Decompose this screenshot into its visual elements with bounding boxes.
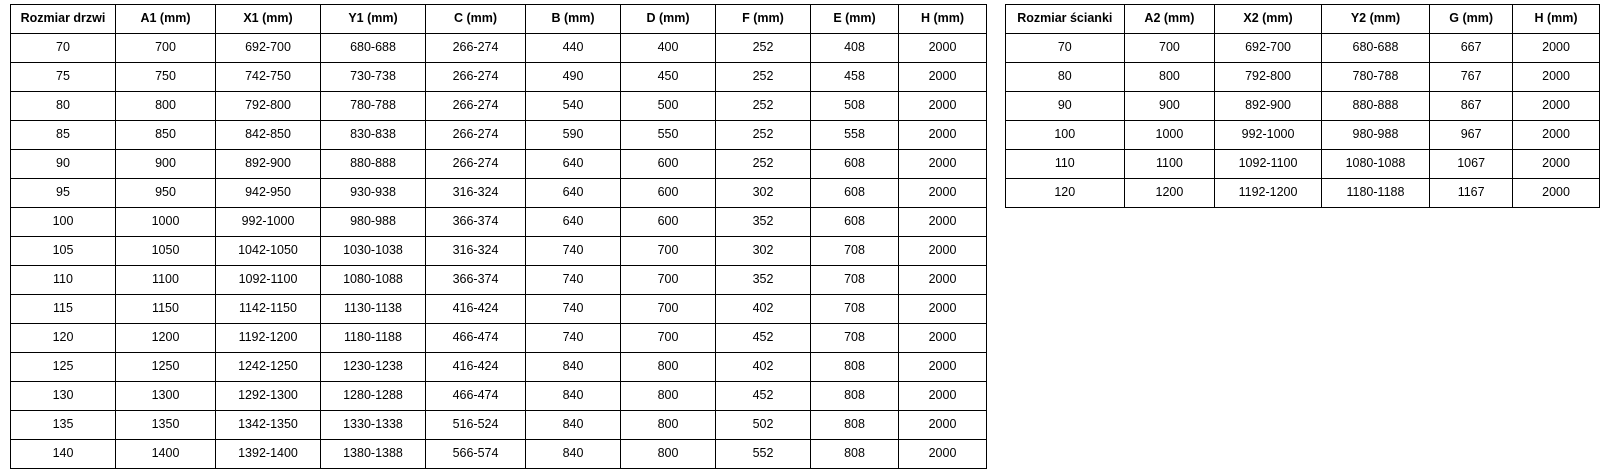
table-cell: 608 [811, 179, 899, 208]
table-cell: 352 [716, 266, 811, 295]
table-cell: 1167 [1430, 179, 1513, 208]
table-row [11, 295, 987, 324]
table-row [1006, 179, 1600, 208]
table-cell: 740 [526, 237, 621, 266]
table-cell: 600 [621, 208, 716, 237]
table-cell: 700 [1124, 34, 1215, 63]
table-cell: 2000 [899, 237, 987, 266]
table-cell: 1092-1100 [216, 266, 321, 295]
table-cell: 540 [526, 92, 621, 121]
table-cell: 680-688 [321, 34, 426, 63]
table-cell: 2000 [899, 353, 987, 382]
table-cell: 600 [621, 150, 716, 179]
table-cell: 590 [526, 121, 621, 150]
table-cell: 110 [1006, 150, 1125, 179]
table-cell: 950 [116, 179, 216, 208]
table-cell: 800 [621, 353, 716, 382]
table-row [11, 63, 987, 92]
column-header: B (mm) [526, 5, 621, 34]
table-cell: 252 [716, 63, 811, 92]
table-cell: 2000 [899, 411, 987, 440]
table-cell: 880-888 [1321, 92, 1429, 121]
table-cell: 2000 [1513, 92, 1600, 121]
table-row [11, 382, 987, 411]
table-cell: 100 [11, 208, 116, 237]
table-cell: 708 [811, 266, 899, 295]
table-cell: 408 [811, 34, 899, 63]
table-row [11, 266, 987, 295]
table-cell: 125 [11, 353, 116, 382]
column-header: Rozmiar drzwi [11, 5, 116, 34]
table-cell: 508 [811, 92, 899, 121]
table-cell: 867 [1430, 92, 1513, 121]
table-cell: 740 [526, 266, 621, 295]
table-cell: 1050 [116, 237, 216, 266]
table-cell: 740 [526, 324, 621, 353]
table-cell: 120 [1006, 179, 1125, 208]
table-cell: 808 [811, 382, 899, 411]
table-cell: 1200 [116, 324, 216, 353]
table-cell: 1242-1250 [216, 353, 321, 382]
table-cell: 700 [621, 324, 716, 353]
table-cell: 252 [716, 150, 811, 179]
table-cell: 416-424 [426, 353, 526, 382]
table-cell: 2000 [899, 324, 987, 353]
table-row [11, 237, 987, 266]
table-cell: 1230-1238 [321, 353, 426, 382]
table-row [11, 440, 987, 469]
table-cell: 692-700 [216, 34, 321, 63]
table-row [1006, 63, 1600, 92]
column-header: A1 (mm) [116, 5, 216, 34]
table-cell: 558 [811, 121, 899, 150]
column-header: C (mm) [426, 5, 526, 34]
table-cell: 1330-1338 [321, 411, 426, 440]
column-header: X2 (mm) [1215, 5, 1321, 34]
column-header: E (mm) [811, 5, 899, 34]
table-cell: 105 [11, 237, 116, 266]
table-cell: 767 [1430, 63, 1513, 92]
table-cell: 316-324 [426, 179, 526, 208]
table-cell: 900 [1124, 92, 1215, 121]
table-cell: 458 [811, 63, 899, 92]
table-cell: 680-688 [1321, 34, 1429, 63]
table-cell: 830-838 [321, 121, 426, 150]
column-header: Rozmiar ścianki [1006, 5, 1125, 34]
column-header: Y2 (mm) [1321, 5, 1429, 34]
table-cell: 1180-1188 [1321, 179, 1429, 208]
table-cell: 135 [11, 411, 116, 440]
table-cell: 2000 [899, 150, 987, 179]
table-cell: 80 [1006, 63, 1125, 92]
table-cell: 90 [11, 150, 116, 179]
table-cell: 352 [716, 208, 811, 237]
table-cell: 2000 [899, 92, 987, 121]
table-cell: 2000 [1513, 150, 1600, 179]
table-cell: 400 [621, 34, 716, 63]
table-cell: 700 [116, 34, 216, 63]
table-cell: 1192-1200 [1215, 179, 1321, 208]
table-cell: 266-274 [426, 34, 526, 63]
table-cell: 316-324 [426, 237, 526, 266]
table-cell: 2000 [1513, 121, 1600, 150]
table-cell: 2000 [899, 295, 987, 324]
table-cell: 440 [526, 34, 621, 63]
table-cell: 70 [1006, 34, 1125, 63]
table-cell: 1092-1100 [1215, 150, 1321, 179]
table-row [11, 411, 987, 440]
table-cell: 740 [526, 295, 621, 324]
table-cell: 840 [526, 440, 621, 469]
table-cell: 850 [116, 121, 216, 150]
table-cell: 892-900 [216, 150, 321, 179]
table-cell: 2000 [899, 121, 987, 150]
door-size-table [10, 4, 987, 469]
door-size-table-container [10, 4, 987, 469]
wall-size-table [1005, 4, 1600, 208]
table-cell: 1042-1050 [216, 237, 321, 266]
table-cell: 900 [116, 150, 216, 179]
table-cell: 110 [11, 266, 116, 295]
wall-size-table-container [1005, 4, 1600, 208]
table-cell: 700 [621, 266, 716, 295]
table-cell: 402 [716, 353, 811, 382]
table-cell: 1000 [116, 208, 216, 237]
table-cell: 1100 [1124, 150, 1215, 179]
table-cell: 808 [811, 353, 899, 382]
table-cell: 130 [11, 382, 116, 411]
table-cell: 640 [526, 179, 621, 208]
table-cell: 1380-1388 [321, 440, 426, 469]
table-cell: 967 [1430, 121, 1513, 150]
table-cell: 792-800 [216, 92, 321, 121]
table-row [11, 34, 987, 63]
table-header-row [11, 5, 987, 34]
table-cell: 1342-1350 [216, 411, 321, 440]
table-cell: 252 [716, 92, 811, 121]
table-cell: 452 [716, 382, 811, 411]
table-cell: 930-938 [321, 179, 426, 208]
table-row [11, 150, 987, 179]
column-header: D (mm) [621, 5, 716, 34]
table-cell: 366-374 [426, 208, 526, 237]
table-cell: 2000 [899, 179, 987, 208]
table-row [1006, 150, 1600, 179]
table-cell: 640 [526, 150, 621, 179]
table-cell: 366-374 [426, 266, 526, 295]
table-cell: 302 [716, 237, 811, 266]
column-header: Y1 (mm) [321, 5, 426, 34]
table-cell: 466-474 [426, 382, 526, 411]
table-cell: 502 [716, 411, 811, 440]
table-row [11, 121, 987, 150]
table-cell: 1192-1200 [216, 324, 321, 353]
table-cell: 1200 [1124, 179, 1215, 208]
table-cell: 1080-1088 [1321, 150, 1429, 179]
table-cell: 980-988 [321, 208, 426, 237]
table-cell: 252 [716, 121, 811, 150]
column-header: H (mm) [1513, 5, 1600, 34]
table-cell: 780-788 [1321, 63, 1429, 92]
table-cell: 840 [526, 411, 621, 440]
table-header-row [1006, 5, 1600, 34]
table-cell: 742-750 [216, 63, 321, 92]
table-cell: 1300 [116, 382, 216, 411]
table-cell: 1280-1288 [321, 382, 426, 411]
table-cell: 840 [526, 382, 621, 411]
table-cell: 252 [716, 34, 811, 63]
table-cell: 892-900 [1215, 92, 1321, 121]
table-cell: 730-738 [321, 63, 426, 92]
table-cell: 402 [716, 295, 811, 324]
table-cell: 2000 [1513, 179, 1600, 208]
column-header: X1 (mm) [216, 5, 321, 34]
table-cell: 700 [621, 237, 716, 266]
table-cell: 1030-1038 [321, 237, 426, 266]
table-cell: 1100 [116, 266, 216, 295]
table-cell: 1150 [116, 295, 216, 324]
table-cell: 692-700 [1215, 34, 1321, 63]
table-cell: 1350 [116, 411, 216, 440]
column-header: G (mm) [1430, 5, 1513, 34]
table-row [1006, 92, 1600, 121]
table-row [11, 179, 987, 208]
table-cell: 2000 [899, 208, 987, 237]
table-row [11, 208, 987, 237]
table-cell: 608 [811, 208, 899, 237]
table-cell: 800 [1124, 63, 1215, 92]
table-cell: 1392-1400 [216, 440, 321, 469]
table-cell: 90 [1006, 92, 1125, 121]
table-cell: 80 [11, 92, 116, 121]
table-cell: 85 [11, 121, 116, 150]
table-cell: 416-424 [426, 295, 526, 324]
table-cell: 792-800 [1215, 63, 1321, 92]
table-cell: 808 [811, 440, 899, 469]
table-cell: 2000 [899, 440, 987, 469]
table-row [11, 92, 987, 121]
table-cell: 516-524 [426, 411, 526, 440]
table-cell: 1130-1138 [321, 295, 426, 324]
table-cell: 70 [11, 34, 116, 63]
table-cell: 1142-1150 [216, 295, 321, 324]
table-cell: 640 [526, 208, 621, 237]
table-cell: 115 [11, 295, 116, 324]
table-cell: 708 [811, 324, 899, 353]
table-cell: 2000 [899, 266, 987, 295]
table-cell: 992-1000 [216, 208, 321, 237]
table-cell: 566-574 [426, 440, 526, 469]
table-cell: 2000 [1513, 34, 1600, 63]
table-cell: 667 [1430, 34, 1513, 63]
table-cell: 490 [526, 63, 621, 92]
table-cell: 1180-1188 [321, 324, 426, 353]
table-cell: 550 [621, 121, 716, 150]
column-header: F (mm) [716, 5, 811, 34]
table-cell: 750 [116, 63, 216, 92]
table-cell: 800 [116, 92, 216, 121]
table-cell: 608 [811, 150, 899, 179]
table-cell: 266-274 [426, 63, 526, 92]
table-cell: 992-1000 [1215, 121, 1321, 150]
table-cell: 600 [621, 179, 716, 208]
table-cell: 1000 [1124, 121, 1215, 150]
table-cell: 2000 [899, 382, 987, 411]
table-cell: 1080-1088 [321, 266, 426, 295]
table-cell: 1250 [116, 353, 216, 382]
table-cell: 100 [1006, 121, 1125, 150]
table-cell: 95 [11, 179, 116, 208]
table-cell: 708 [811, 237, 899, 266]
column-header: A2 (mm) [1124, 5, 1215, 34]
table-cell: 842-850 [216, 121, 321, 150]
table-cell: 800 [621, 382, 716, 411]
table-cell: 808 [811, 411, 899, 440]
table-cell: 120 [11, 324, 116, 353]
table-cell: 880-888 [321, 150, 426, 179]
table-cell: 780-788 [321, 92, 426, 121]
table-cell: 452 [716, 324, 811, 353]
table-cell: 450 [621, 63, 716, 92]
table-cell: 708 [811, 295, 899, 324]
column-header: H (mm) [899, 5, 987, 34]
table-cell: 2000 [1513, 63, 1600, 92]
table-cell: 140 [11, 440, 116, 469]
table-row [11, 324, 987, 353]
table-cell: 700 [621, 295, 716, 324]
table-cell: 266-274 [426, 150, 526, 179]
table-cell: 840 [526, 353, 621, 382]
table-cell: 1067 [1430, 150, 1513, 179]
table-cell: 2000 [899, 34, 987, 63]
table-cell: 266-274 [426, 92, 526, 121]
table-cell: 800 [621, 411, 716, 440]
table-cell: 266-274 [426, 121, 526, 150]
table-row [1006, 121, 1600, 150]
table-cell: 1400 [116, 440, 216, 469]
table-row [1006, 34, 1600, 63]
table-cell: 2000 [899, 63, 987, 92]
table-cell: 800 [621, 440, 716, 469]
table-cell: 1292-1300 [216, 382, 321, 411]
table-cell: 500 [621, 92, 716, 121]
table-cell: 302 [716, 179, 811, 208]
table-cell: 466-474 [426, 324, 526, 353]
table-row [11, 353, 987, 382]
table-cell: 552 [716, 440, 811, 469]
table-cell: 980-988 [1321, 121, 1429, 150]
table-cell: 942-950 [216, 179, 321, 208]
table-cell: 75 [11, 63, 116, 92]
